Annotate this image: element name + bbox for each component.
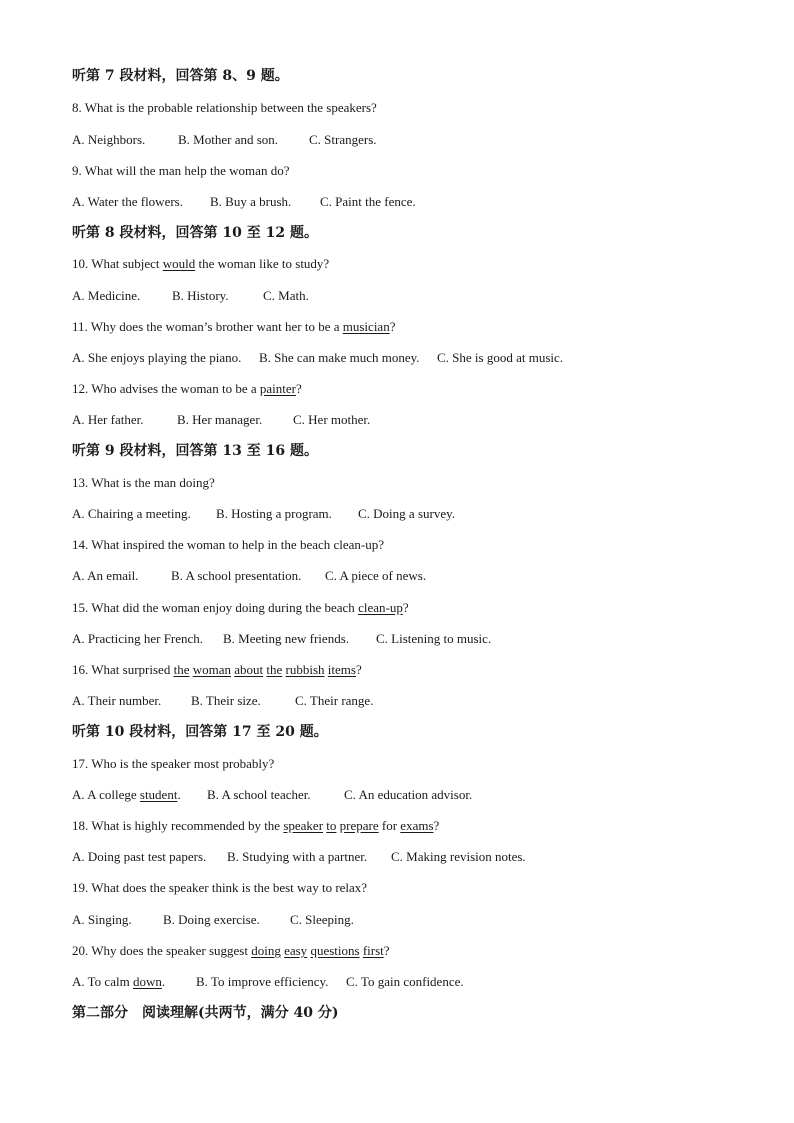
options-14 [72,568,426,584]
question-18-space-3: for [378,818,401,833]
options-9 [72,194,416,210]
option-11c: C. She is good at music. [437,350,564,365]
question-18 [72,818,439,834]
option-9b: B. Buy a brush. [210,194,292,209]
option-17a [72,787,207,803]
question-16-underlined-5: rubbish [285,662,325,677]
options-16 [72,693,373,709]
question-11-post: ? [389,319,396,334]
option-20b: B. To improve efficiency. [196,974,329,989]
option-20a-pre: A. To calm [72,974,133,989]
option-17a-pre: A. A college [72,787,140,802]
question-20-underlined-3: questions [310,943,360,958]
option-14a: A. An email. [72,568,139,583]
question-16-pre: 16. What surprised [72,662,174,677]
options-13 [72,506,455,522]
option-14b: B. A school presentation. [171,568,302,583]
question-20 [72,943,390,959]
option-12a: A. Her father. [72,412,144,427]
options-15 [72,631,491,647]
question-18-post: ? [433,818,440,833]
question-12-underlined-1: painter [259,381,296,396]
option-11b: B. She can make much money. [259,350,420,365]
part-heading-reading: 第二部分 阅读理解(共两节，满分 40 分) [72,1005,339,1021]
option-10c: C. Math. [263,288,309,303]
question-10-pre: 10. What subject [72,256,163,271]
option-15c: C. Listening to music. [376,631,492,646]
option-20a [72,974,196,990]
option-10b: B. History. [172,288,229,303]
options-19 [72,912,354,928]
option-17c: C. An education advisor. [344,787,473,802]
question-20-underlined-4: first [362,943,384,958]
option-15b: B. Meeting new friends. [223,631,350,646]
options-18 [72,849,526,865]
options-17 [72,787,472,803]
section-heading-7: 听第 7 段材料，回答第 8、9 题。 [72,68,289,84]
question-16-underlined-2: woman [192,662,231,677]
question-16-underlined-3: about [234,662,264,677]
question-13: 13. What is the man doing? [72,475,215,490]
question-11 [72,319,395,335]
question-19: 19. What does the speaker think is the best way to relax? [72,880,368,895]
option-8c: C. Strangers. [309,132,377,147]
question-16-underlined-6: items [327,662,356,677]
option-19c: C. Sleeping. [290,912,354,927]
question-10 [72,256,329,272]
option-14c: C. A piece of news. [325,568,427,583]
question-12-pre: 12. Who advises the woman to be a [72,381,260,396]
question-11-underlined-1: musician [342,319,390,334]
section-heading-9: 听第 9 段材料，回答第 13 至 16 题。 [72,443,318,459]
option-16a: A. Their number. [72,693,162,708]
option-20c: C. To gain confidence. [346,974,464,989]
question-8: 8. What is the probable relationship between the speakers? [72,100,377,115]
options-20 [72,974,464,990]
question-15-underlined-1: clean-up [358,600,403,615]
question-20-pre: 20. Why does the speaker suggest [72,943,252,958]
question-10-post: the woman like to study? [195,256,330,271]
question-16-underlined-4: the [266,662,283,677]
question-11-pre: 11. Why does the woman’s brother want her to be a [72,319,343,334]
question-20-underlined-1: doing [251,943,281,958]
question-15-post: ? [402,600,409,615]
question-12 [72,381,302,397]
options-8 [72,132,377,148]
option-12c: C. Her mother. [293,412,371,427]
section-heading-10: 听第 10 段材料，回答第 17 至 20 题。 [72,724,328,740]
option-17a-underlined: student [139,787,178,802]
option-20a-underlined: down [132,974,162,989]
question-18-underlined-2: to [326,818,337,833]
option-8b: B. Mother and son. [178,132,279,147]
option-10a: A. Medicine. [72,288,141,303]
question-16 [72,662,362,678]
option-17a-post: . [177,787,181,802]
option-20a-post: . [161,974,166,989]
option-8a: A. Neighbors. [72,132,146,147]
option-19b: B. Doing exercise. [163,912,260,927]
options-12 [72,412,370,428]
option-18a: A. Doing past test papers. [72,849,207,864]
question-10-underlined-1: would [162,256,196,271]
question-18-pre: 18. What is highly recommended by the [72,818,284,833]
option-11a: A. She enjoys playing the piano. [72,350,242,365]
option-13b: B. Hosting a program. [216,506,332,521]
question-14: 14. What inspired the woman to help in the beach clean-up? [72,537,385,552]
question-18-underlined-1: speaker [283,818,324,833]
question-16-post: ? [355,662,362,677]
option-17b: B. A school teacher. [207,787,311,802]
question-18-underlined-4: exams [400,818,434,833]
option-9a: A. Water the flowers. [72,194,183,209]
option-18b: B. Studying with a partner. [227,849,368,864]
options-11 [72,350,563,366]
question-20-underlined-2: easy [284,943,308,958]
option-9c: C. Paint the fence. [320,194,416,209]
question-16-underlined-1: the [173,662,190,677]
question-9: 9. What will the man help the woman do? [72,163,290,178]
question-20-post: ? [383,943,390,958]
question-12-post: ? [295,381,302,396]
option-13c: C. Doing a survey. [358,506,456,521]
question-18-underlined-3: prepare [339,818,379,833]
question-17: 17. Who is the speaker most probably? [72,756,275,771]
question-15 [72,600,409,616]
option-18c: C. Making revision notes. [391,849,526,864]
options-10 [72,288,309,304]
option-15a: A. Practicing her French. [72,631,204,646]
option-13a: A. Chairing a meeting. [72,506,191,521]
option-16b: B. Their size. [191,693,261,708]
question-15-pre: 15. What did the woman enjoy doing during the beach [72,600,359,615]
option-12b: B. Her manager. [177,412,263,427]
option-19a: A. Singing. [72,912,132,927]
section-heading-8: 听第 8 段材料，回答第 10 至 12 题。 [72,225,318,241]
option-16c: C. Their range. [295,693,374,708]
